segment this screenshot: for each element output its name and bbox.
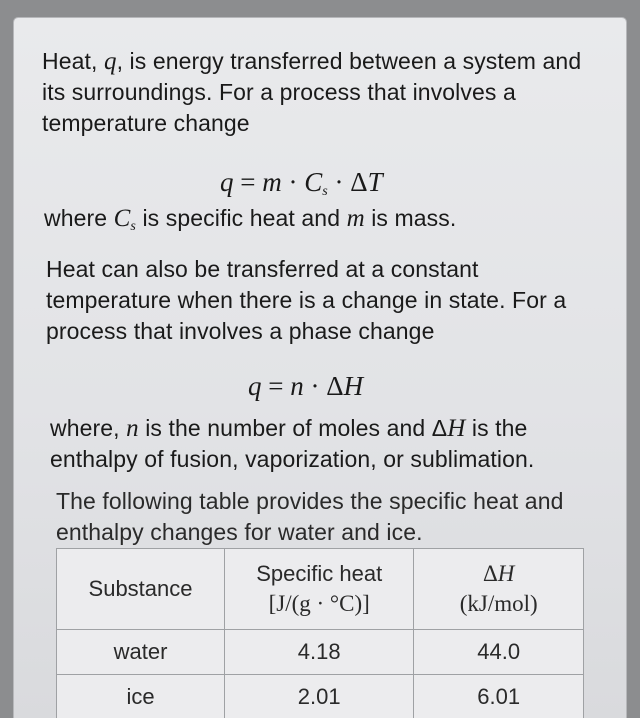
eq2-equals: = — [262, 371, 291, 401]
eq1-t: T — [368, 167, 383, 197]
header-substance: Substance — [57, 549, 225, 630]
header-specific-heat-unit: [J/(g · °C)] — [269, 591, 370, 616]
eq1-equals: = — [234, 167, 263, 197]
header-h-symbol: H — [498, 561, 515, 586]
where1-prefix: where — [44, 205, 114, 231]
heat-intro-paragraph — [42, 46, 602, 139]
where1-suffix: is mass. — [365, 205, 457, 231]
eq2-q: q — [248, 371, 262, 401]
cell-substance: water — [57, 630, 225, 675]
table-row — [57, 675, 584, 718]
properties-table — [56, 548, 584, 718]
eq1-m: m — [262, 167, 282, 197]
header-delta-h-unit: (kJ/mol) — [460, 591, 538, 616]
eq2-dot: · — [304, 371, 327, 401]
where2-h: H — [447, 415, 465, 442]
where1-middle: is specific heat and — [136, 205, 347, 231]
eq1-delta: Δ — [350, 167, 367, 197]
where2-n: n — [126, 415, 139, 442]
header-delta-h — [414, 549, 584, 630]
specific-heat-equation — [220, 166, 383, 208]
where2-prefix: where, — [50, 415, 126, 441]
header-specific-heat-label: Specific heat — [256, 561, 382, 586]
where2-delta: Δ — [432, 415, 447, 441]
table-row — [57, 630, 584, 675]
where2-middle: is the number of moles and — [139, 415, 432, 441]
where1-m: m — [347, 205, 365, 232]
header-specific-heat — [225, 549, 414, 630]
q-variable: q — [104, 48, 117, 75]
eq2-n: n — [290, 371, 304, 401]
eq1-q: q — [220, 167, 234, 197]
where2-suffix: is the enthalpy of fusion, vaporization, or sublimation. — [50, 415, 534, 472]
where1-c: C — [114, 205, 131, 232]
cell-delta-h: 44.0 — [414, 630, 584, 675]
intro-text-end: , is energy transferred between a system and its surroundings. For a process that involves a temperature change — [42, 48, 581, 136]
eq2-h: H — [344, 371, 364, 401]
cell-delta-h: 6.01 — [414, 675, 584, 718]
where-specific-heat-text — [44, 203, 604, 242]
eq1-c-subscript: s — [322, 184, 327, 199]
table-intro-text: The following table provides the specific heat and enthalpy changes for water and ice. — [56, 486, 596, 548]
eq2-delta: Δ — [326, 371, 343, 401]
header-delta-symbol: Δ — [483, 561, 498, 586]
enthalpy-equation — [248, 370, 363, 402]
cell-specific-heat: 4.18 — [225, 630, 414, 675]
eq1-c: C — [304, 167, 322, 197]
cell-substance: ice — [57, 675, 225, 718]
content-panel — [14, 18, 626, 718]
intro-text-start: Heat, — [42, 48, 104, 74]
cell-specific-heat: 2.01 — [225, 675, 414, 718]
where1-c-subscript: s — [130, 219, 136, 234]
eq1-dot: · — [328, 167, 351, 197]
phase-change-paragraph: Heat can also be transferred at a constant temperature when there is a change in state. For a process that involves a phase change — [46, 254, 606, 347]
eq1-dot: · — [282, 167, 305, 197]
where-enthalpy-text — [50, 413, 610, 475]
table-header-row — [57, 549, 584, 630]
